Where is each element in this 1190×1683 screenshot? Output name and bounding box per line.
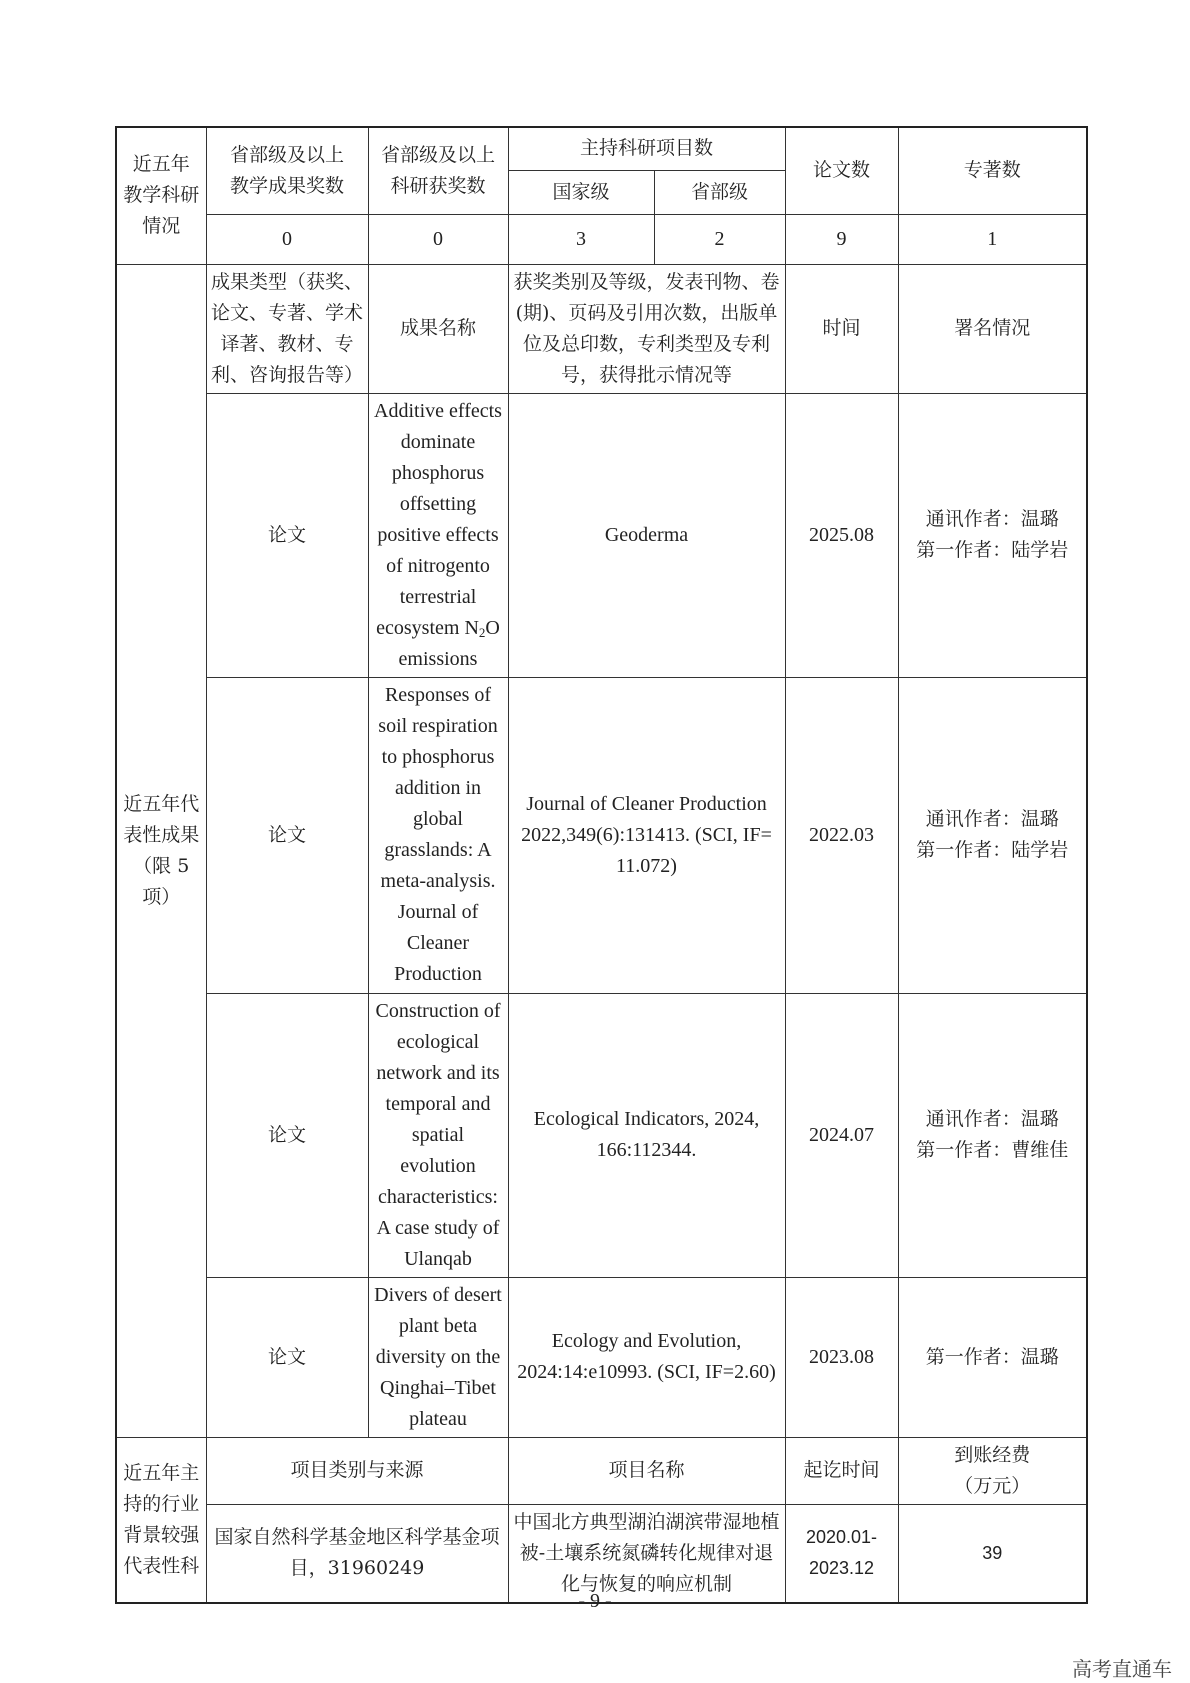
value-provincial: 2 [654, 214, 785, 264]
achievement-detail: Geoderma [508, 393, 785, 677]
project-category: 国家自然科学基金地区科学基金项目，31960249 [206, 1504, 508, 1603]
achievement-time: 2025.08 [785, 393, 898, 677]
achievement-authorship: 通讯作者：温璐 第一作者：曹维佳 [898, 993, 1087, 1277]
project-row [116, 1504, 1087, 1603]
achievement-name-part: Additive effects dominate phosphorus offsetting positive effects of nitrogento terrestrial ecosystem N [374, 399, 502, 639]
page-number: - 9 - [578, 1590, 612, 1612]
header-achievement-detail: 获奖类别及等级，发表刊物、卷(期)、页码及引用次数，出版单位及总印数，专利类型及专利号，获得批示情况等 [508, 264, 785, 393]
header-papers: 论文数 [785, 127, 898, 214]
header-achievement-type: 成果类型（获奖、论文、专著、学术译著、教材、专利、咨询报告等） [206, 264, 368, 393]
achievement-row [116, 993, 1087, 1277]
achievement-authorship: 通讯作者：温璐 第一作者：陆学岩 [898, 677, 1087, 993]
achievement-name: Divers of desert plant beta diversity on the Qinghai–Tibet plateau [368, 1277, 508, 1437]
header-project-funding: 到账经费 （万元） [898, 1437, 1087, 1504]
header-projects: 主持科研项目数 [508, 127, 785, 170]
header-teaching-awards: 省部级及以上 教学成果奖数 [206, 127, 368, 214]
achievement-time: 2024.07 [785, 993, 898, 1277]
header-provincial: 省部级 [654, 170, 785, 214]
header-national: 国家级 [508, 170, 654, 214]
teaching-research-form [115, 126, 1088, 1604]
project-funding: 39 [898, 1504, 1087, 1603]
achievement-name: Construction of ecological network and its temporal and spatial evolution characteristics: A case study of Ulanqab [368, 993, 508, 1277]
summary-side-label: 近五年 教学科研 情况 [116, 127, 206, 264]
project-name: 中国北方典型湖泊湖滨带湿地植被-土壤系统氮磷转化规律对退化与恢复的响应机制 [508, 1504, 785, 1603]
header-achievement-name: 成果名称 [368, 264, 508, 393]
achievement-detail: Ecology and Evolution, 2024:14:e10993. (SCI, IF=2.60) [508, 1277, 785, 1437]
header-project-category: 项目类别与来源 [206, 1437, 508, 1504]
watermark-text: 高考直通车 [1072, 1657, 1172, 1681]
header-research-awards: 省部级及以上 科研获奖数 [368, 127, 508, 214]
value-research-awards: 0 [368, 214, 508, 264]
achievement-name-part: O emissions [398, 616, 500, 670]
header-project-name: 项目名称 [508, 1437, 785, 1504]
achievement-detail: Journal of Cleaner Production 2022,349(6):131413. (SCI, IF= 11.072) [508, 677, 785, 993]
achievement-time: 2022.03 [785, 677, 898, 993]
achievement-row [116, 677, 1087, 993]
achievement-authorship: 通讯作者：温璐 第一作者：陆学岩 [898, 393, 1087, 677]
projects-side-label: 近五年主 持的行业 背景较强 代表性科 [116, 1437, 206, 1603]
achievement-authorship: 第一作者：温璐 [898, 1277, 1087, 1437]
header-monographs: 专著数 [898, 127, 1087, 214]
header-achievement-time: 时间 [785, 264, 898, 393]
achievement-type: 论文 [206, 677, 368, 993]
value-papers: 9 [785, 214, 898, 264]
achievement-detail: Ecological Indicators, 2024, 166:112344. [508, 993, 785, 1277]
header-project-period: 起讫时间 [785, 1437, 898, 1504]
achievement-type: 论文 [206, 393, 368, 677]
project-period: 2020.01-2023.12 [785, 1504, 898, 1603]
achievement-row [116, 1277, 1087, 1437]
achievement-type: 论文 [206, 1277, 368, 1437]
achievement-time: 2023.08 [785, 1277, 898, 1437]
value-teaching-awards: 0 [206, 214, 368, 264]
value-monographs: 1 [898, 214, 1087, 264]
subscript-two: 2 [478, 624, 486, 640]
header-achievement-authorship: 署名情况 [898, 264, 1087, 393]
achievement-name [368, 393, 508, 677]
achievements-side-label: 近五年代 表性成果 （限 5 项） [116, 264, 206, 1437]
achievement-name: Responses of soil respiration to phosphorus addition in global grasslands: A meta-analysis. Journal of Cleaner Production [368, 677, 508, 993]
achievement-type: 论文 [206, 993, 368, 1277]
achievement-row [116, 393, 1087, 677]
value-national: 3 [508, 214, 654, 264]
